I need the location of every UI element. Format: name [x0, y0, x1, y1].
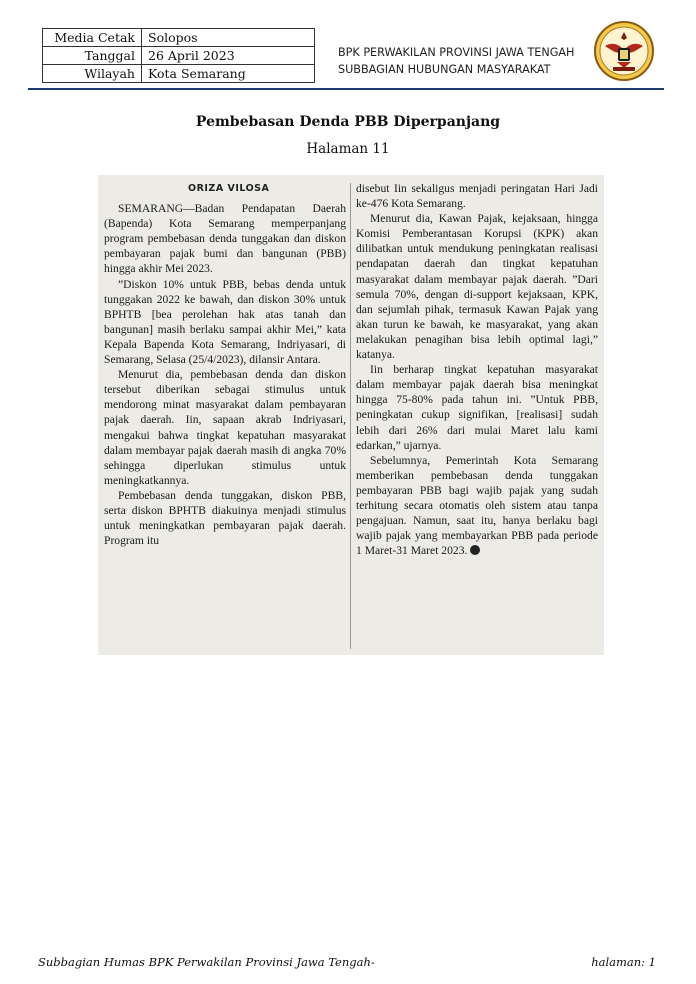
header-divider	[28, 88, 664, 90]
paragraph: Menurut dia, pembebasan denda dan diskon tersebut diberikan sebagai stimulus untuk mendorong minat masyarakat dalam pembayaran pajak daerah. Iin, sapaan akrab Indriyasari, mengakui bahwa tingkat kepatuhan masyarakat dalam membayar pajak daerah masih di angka 70% sehingga diperlukan stimulus untuk meningkatkannya.	[104, 368, 346, 487]
paragraph: Pembebasan denda tunggakan, diskon PBB, serta diskon BPHTB diakuinya menjadi stimulus untuk meningkatkan pembayaran pajak daerah. Program itu	[104, 488, 346, 548]
date-value: 26 April 2023	[142, 47, 315, 65]
article-title: Pembebasan Denda PBB Diperpanjang	[195, 114, 501, 130]
org-name: BPK PERWAKILAN PROVINSI JAWA TENGAH	[338, 46, 575, 59]
clipping-column-right	[356, 181, 598, 558]
meta-row-media	[43, 29, 315, 47]
region-value: Kota Semarang	[142, 65, 315, 83]
garuda-emblem-icon	[593, 20, 655, 82]
date-label: Tanggal	[43, 47, 142, 65]
paragraph	[356, 453, 598, 559]
newspaper-clipping	[98, 175, 604, 655]
clipping-meta-table	[42, 28, 315, 83]
paragraph: SEMARANG—Badan Pendapatan Daerah (Bapenda) Kota Semarang memperpanjang program pembebasan denda tunggakan dan diskon pembayaran pajak bumi dan bangunan (PBB) hingga akhir Mei 2023.	[104, 202, 346, 276]
paragraph: ”Diskon 10% untuk PBB, bebas denda untuk tunggakan 2022 ke bawah, dan diskon 30% untuk BPHTB [bea perolehan hak atas tanah dan bangunan] masih berlaku sampai akhir Mei,” kata Kepala Bapenda Kota Semarang, Indriyasari, di Semarang, Selasa (25/4/2023), dilansir Antara.	[104, 277, 346, 367]
organization-header	[338, 44, 574, 78]
paragraph-text: Sebelumnya, Pemerintah Kota Semarang memberikan pembebasan denda tunggakan pembayaran PBB bagi wajib pajak yang sudah terhitung secara otomatis oleh sistem atau tanpa pengajuan. Namun, saat itu, hanya berlaku bagi wajib pajak yang membayarkan PBB pada periode 1 Maret-31 Maret 2023.	[356, 453, 598, 558]
footer-page-number: halaman: 1	[591, 955, 656, 969]
media-value: Solopos	[142, 29, 315, 47]
end-mark-icon	[470, 545, 480, 555]
author-byline: ORIZA VILOSA	[188, 183, 270, 194]
media-label: Media Cetak	[43, 29, 142, 47]
meta-row-region	[43, 65, 315, 83]
paragraph: Iin berharap tingkat kepatuhan masyarakat dalam membayar pajak daerah bisa meningkat hingga 75-80% pada tahun ini. ”Untuk PBB, peningkatan cukup signifikan, [realisasi] sudah lebih dari 26% dari mulai Maret lalu kami edarkan,” ujarnya.	[356, 363, 598, 452]
region-label: Wilayah	[43, 65, 142, 83]
clipping-column-left	[104, 181, 346, 548]
article-page-label: Halaman 11	[306, 141, 390, 157]
meta-row-date	[43, 47, 315, 65]
column-divider	[350, 183, 351, 649]
org-subdivision: SUBBAGIAN HUBUNGAN MASYARAKAT	[338, 63, 551, 76]
paragraph: Menurut dia, Kawan Pajak, kejaksaan, hingga Komisi Pemberantasan Korupsi (KPK) akan dilibatkan untuk mendukung peningkatan realisasi pendapatan daerah dan tingkat kepatuhan masyarakat dalam membayar pajak daerah. ”Dari semula 70%, dengan di-support kejaksaan, KPK, dan sejumlah pihak, termasuk Kawan Pajak yang akan turun ke bawah, ke masyarakat, yang akan melakukan penagihan bisa lebih optimal lagi,” katanya.	[356, 212, 598, 362]
footer-department: Subbagian Humas BPK Perwakilan Provinsi Jawa Tengah-	[38, 955, 375, 969]
paragraph: disebut Iin sekaligus menjadi peringatan Hari Jadi ke-476 Kota Semarang.	[356, 182, 598, 211]
